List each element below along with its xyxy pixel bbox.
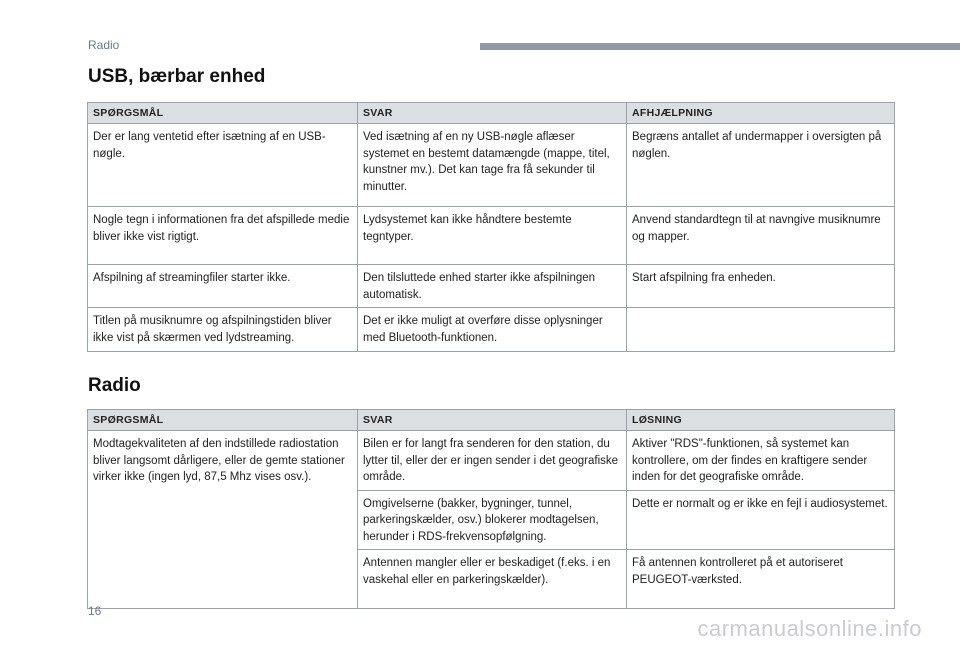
table-row bbox=[88, 431, 895, 491]
solution-cell: Aktiver "RDS"-funktionen, så systemet kan kontrollere, om der findes en kraftigere sender inden for det geografiske område. bbox=[627, 431, 895, 491]
usb-troubleshooting-table bbox=[87, 102, 895, 352]
question-cell: Nogle tegn i informationen fra det afspillede medie bliver ikke vist rigtigt. bbox=[88, 207, 358, 265]
header-bar bbox=[480, 43, 960, 50]
answer-cell: Antennen mangler eller er beskadiget (f.eks. i en vaskehal eller en parkeringskælder). bbox=[358, 550, 627, 609]
page-number: 16 bbox=[88, 604, 102, 618]
answer-cell: Den tilsluttede enhed starter ikke afspilningen automatisk. bbox=[358, 265, 627, 308]
table-header-row bbox=[88, 410, 895, 431]
column-header-question: SPØRGSMÅL bbox=[88, 103, 358, 124]
radio-troubleshooting-table bbox=[87, 409, 895, 609]
remedy-cell: Anvend standardtegn til at navngive musiknumre og mapper. bbox=[627, 207, 895, 265]
answer-cell: Ved isætning af en ny USB-nøgle aflæser systemet en bestemt datamængde (mappe, titel, kunstner mv.). Det kan tage fra få sekunder til minutter. bbox=[358, 124, 627, 207]
column-header-solution: LØSNING bbox=[627, 410, 895, 431]
table-row bbox=[88, 308, 895, 352]
column-header-remedy: AFHJÆLPNING bbox=[627, 103, 895, 124]
answer-cell: Omgivelserne (bakker, bygninger, tunnel, parkeringskælder, osv.) blokerer modtagelsen, herunder i RDS-frekvensopfølgning. bbox=[358, 490, 627, 550]
table-row bbox=[88, 207, 895, 265]
table-header-row bbox=[88, 103, 895, 124]
question-cell: Afspilning af streamingfiler starter ikke. bbox=[88, 265, 358, 308]
answer-cell: Lydsystemet kan ikke håndtere bestemte tegntyper. bbox=[358, 207, 627, 265]
question-cell: Titlen på musiknumre og afspilningstiden bliver ikke vist på skærmen ved lydstreaming. bbox=[88, 308, 358, 352]
remedy-cell: Start afspilning fra enheden. bbox=[627, 265, 895, 308]
solution-cell: Få antennen kontrolleret på et autoriseret PEUGEOT-værksted. bbox=[627, 550, 895, 609]
answer-cell: Bilen er for langt fra senderen for den station, du lytter til, eller der er ingen sender i det geografiske område. bbox=[358, 431, 627, 491]
watermark: carmanualsonline.info bbox=[697, 616, 922, 641]
column-header-answer: SVAR bbox=[358, 410, 627, 431]
remedy-cell: Begræns antallet af undermapper i oversigten på nøglen. bbox=[627, 124, 895, 207]
column-header-answer: SVAR bbox=[358, 103, 627, 124]
remedy-cell bbox=[627, 308, 895, 352]
table-row bbox=[88, 124, 895, 207]
section-header-label: Radio bbox=[88, 38, 120, 52]
question-cell: Der er lang ventetid efter isætning af en USB-nøgle. bbox=[88, 124, 358, 207]
question-cell: Modtagekvaliteten af den indstillede radiostation bliver langsomt dårligere, eller de gemte stationer virker ikke (ingen lyd, 87,5 Mhz vises osv.). bbox=[88, 431, 358, 609]
table-row bbox=[88, 265, 895, 308]
answer-cell: Det er ikke muligt at overføre disse oplysninger med Bluetooth-funktionen. bbox=[358, 308, 627, 352]
column-header-question: SPØRGSMÅL bbox=[88, 410, 358, 431]
radio-section-title: Radio bbox=[88, 375, 141, 396]
usb-section-title: USB, bærbar enhed bbox=[88, 66, 266, 87]
solution-cell: Dette er normalt og er ikke en fejl i audiosystemet. bbox=[627, 490, 895, 550]
